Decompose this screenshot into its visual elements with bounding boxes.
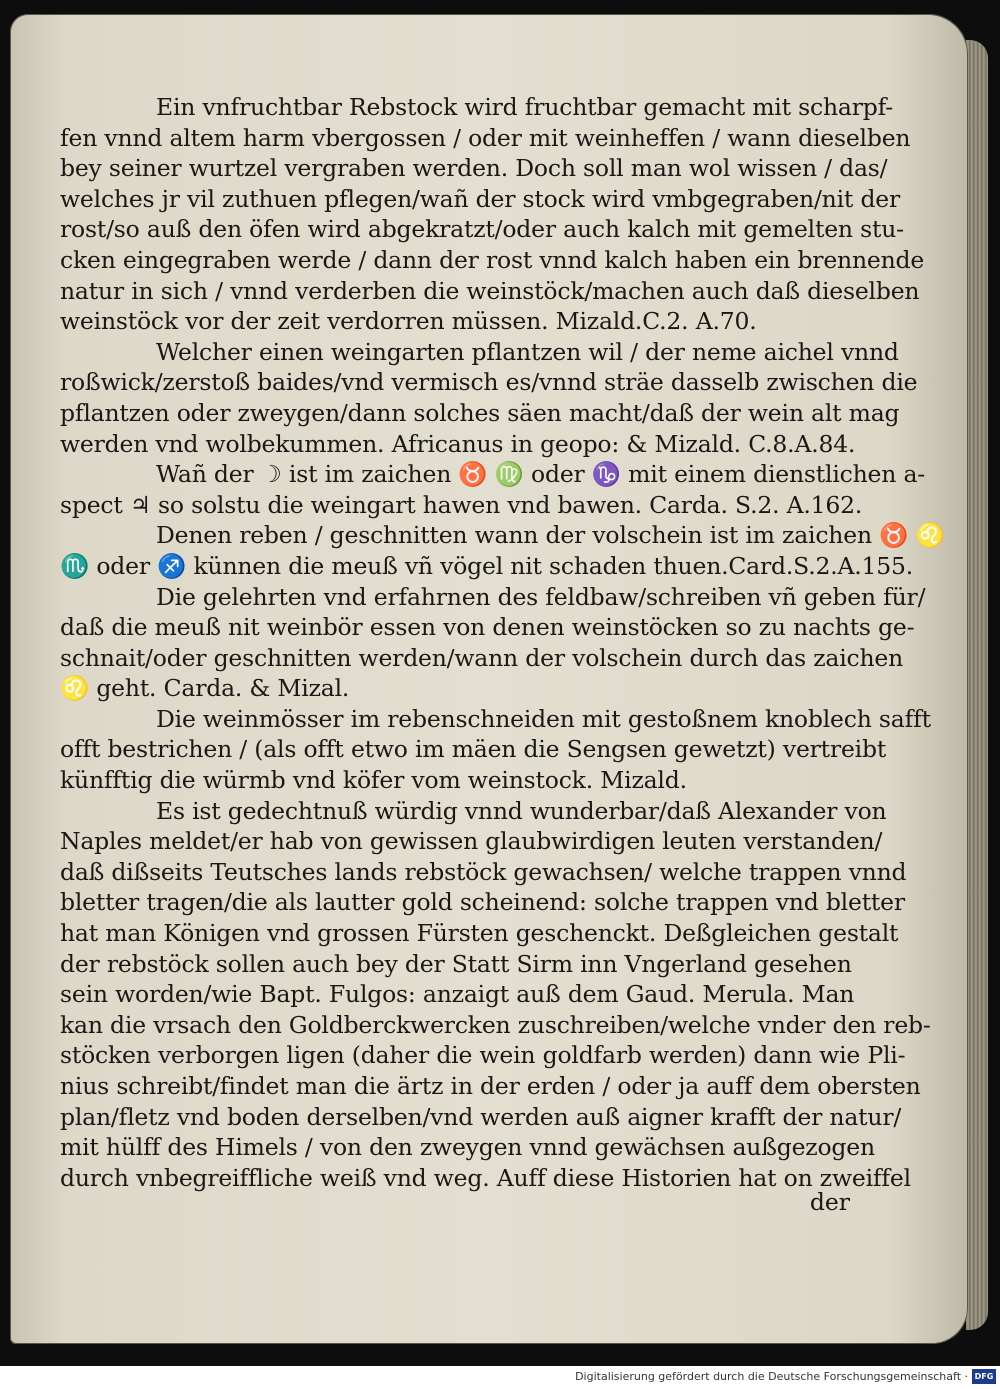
- footer-bar: [0, 1366, 1000, 1389]
- text-line: Denen reben / geschnitten wann der volschein ist im zaichen ♉ ♌: [156, 521, 945, 550]
- text-line: schnait/oder geschnitten werden/wann der volschein durch das zaichen: [60, 643, 904, 672]
- page-edge: [966, 40, 988, 1330]
- text-line: Ein vnfruchtbar Rebstock wird fruchtbar gemacht mit scharpf-: [156, 93, 893, 121]
- text-line: mit hülff des Himels / von den zweygen vnnd gewächsen außgezogen: [60, 1133, 875, 1162]
- text-line: Wañ der ☽ ist im zaichen ♉ ♍ oder ♑ mit einem dienstlichen a-: [156, 460, 926, 489]
- text-line: fen vnnd altem harm vbergossen / oder mit weinheffen / wann dieselben: [60, 123, 911, 152]
- text-line: cken eingegraben werde / dann der rost vnnd kalch haben ein brennende: [60, 245, 925, 274]
- text-line: Die gelehrten vnd erfahrnen des feldbaw/schreiben vñ geben für/: [156, 582, 926, 611]
- text-line: kan die vrsach den Goldberckwercken zuschreiben/welche vnder den reb-: [60, 1010, 931, 1039]
- text-line: ♏ oder ♐ künnen die meuß vñ vögel nit schaden thuen.Card.S.2.A.155.: [60, 551, 914, 580]
- text-line: rost/so auß den öfen wird abgekratzt/oder auch kalch mit gemelten stu-: [60, 215, 904, 244]
- text-line: Naples meldet/er hab von gewissen glaubwirdigen leuten verstanden/: [60, 827, 883, 856]
- text-line: welches jr vil zuthuen pflegen/wañ der stock wird vmbgegraben/nit der: [60, 184, 901, 213]
- text-line: Welcher einen weingarten pflantzen wil / der neme aichel vnnd: [156, 337, 899, 366]
- text-line: Die weinmösser im rebenschneiden mit gestoßnem knoblech safft: [156, 704, 931, 733]
- text-line: hat man Königen vnd grossen Fürsten geschenckt. Deßgleichen gestalt: [60, 919, 899, 948]
- text-line: offt bestrichen / (als offt etwo im mäen die Sengsen gewetzt) vertreibt: [60, 735, 887, 764]
- text-line: nius schreibt/findet man die ärtz in der erden / oder ja auff dem obersten: [60, 1072, 921, 1100]
- text-line: sein worden/wie Bapt. Fulgos: anzaigt auß dem Gaud. Merula. Man: [60, 980, 855, 1009]
- text-line: werden vnd wolbekummen. Africanus in geopo: & Mizald. C.8.A.84.: [60, 429, 856, 458]
- funding-credit: Digitalisierung gefördert durch die Deutsche Forschungsgemeinschaft ·: [575, 1370, 968, 1383]
- page-text: [60, 92, 945, 1193]
- text-line: roßwick/zerstoß baides/vnd vermisch es/vnnd sträe dasselb zwischen die: [60, 368, 918, 397]
- text-line: plan/fletz vnd boden derselben/vnd werden auß aigner krafft der natur/: [60, 1102, 902, 1131]
- text-line: Es ist gedechtnuß würdig vnnd wunderbar/daß Alexander von: [156, 796, 887, 825]
- text-line: daß dißseits Teutsches lands rebstöck gewachsen/ welche trappen vnnd: [60, 857, 907, 886]
- text-line: bey seiner wurtzel vergraben werden. Doch soll man wol wissen / das/: [60, 154, 888, 183]
- text-line: stöcken verborgen ligen (daher die wein goldfarb werden) dann wie Pli-: [60, 1041, 906, 1070]
- text-line: daß die meuß nit weinbör essen von denen weinstöcken so zu nachts ge-: [60, 613, 915, 642]
- text-line: künfftig die würmb vnd köfer vom weinstock. Mizald.: [60, 766, 687, 795]
- catchword: der: [809, 1188, 850, 1216]
- text-line: durch vnbegreiffliche weiß vnd weg. Auff diese Historien hat on zweiffel: [60, 1163, 911, 1192]
- text-line: pflantzen oder zweygen/dann solches säen macht/daß der wein alt mag: [60, 398, 900, 427]
- dfg-logo: DFG: [972, 1369, 996, 1384]
- text-line: weinstöck vor der zeit verdorren müssen. Mizald.C.2. A.70.: [60, 307, 757, 336]
- text-line: der rebstöck sollen auch bey der Statt Sirm inn Vngerland gesehen: [60, 949, 852, 978]
- text-line: natur in sich / vnnd verderben die weinstöck/machen auch daß dieselben: [60, 276, 920, 305]
- text-line: bletter tragen/die als lautter gold scheinend: solche trappen vnd bletter: [60, 888, 905, 917]
- text-line: spect ♃ so solstu die weingart hawen vnd bawen. Carda. S.2. A.162.: [60, 490, 863, 519]
- text-line: ♌ geht. Carda. & Mizal.: [60, 674, 350, 703]
